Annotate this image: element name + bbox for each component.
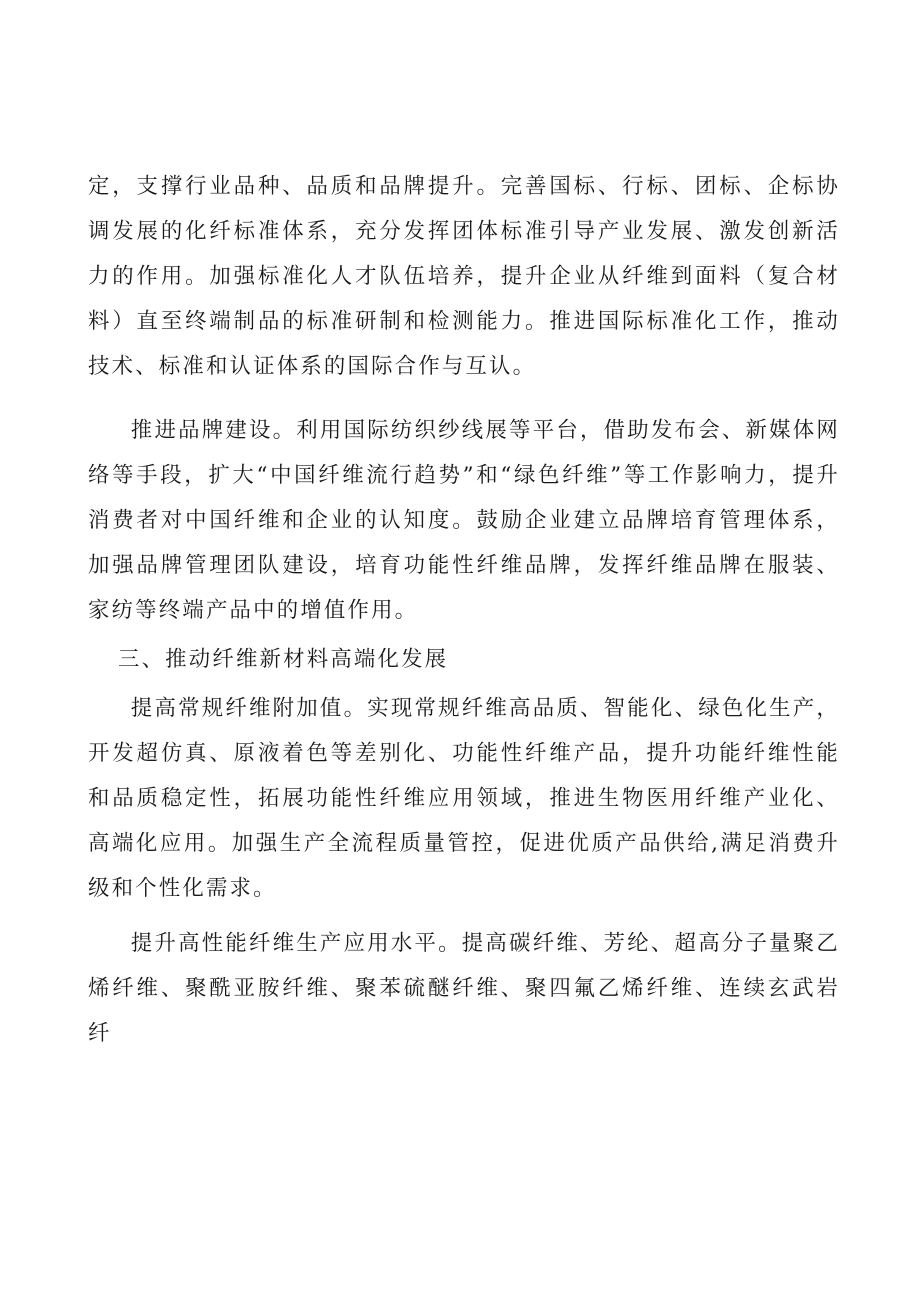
section-heading: 三、推动纤维新材料高端化发展 (118, 647, 449, 672)
paragraph-brand-building: 推进品牌建设。利用国际纺织纱线展等平台，借助发布会、新媒体网络等手段，扩大“中国纤维流行趋势”和“绿色纤维”等工作影响力，提升消费者对中国纤维和企业的认知度。鼓励企业建立品牌培育管理体系，加强品牌管理团队建设，培育功能性纤维品牌，发挥纤维品牌在服装、家纺等终端产品中的增值作用。 (88, 418, 840, 623)
paragraph-standards-continuation: 定，支撑行业品种、品质和品牌提升。完善国标、行标、团标、企标协调发展的化纤标准体系，充分发挥团体标准引导产业发展、激发创新活力的作用。加强标准化人才队伍培养，提升企业从纤维到面料（复合材料）直至终端制品的标准研制和检测能力。推进国际标准化工作，推动技术、标准和认证体系的国际合作与互认。 (88, 174, 840, 379)
paragraph-conventional-fiber: 提高常规纤维附加值。实现常规纤维高品质、智能化、绿色化生产，开发超仿真、原液着色等差别化、功能性纤维产品，提升功能纤维性能和品质稳定性，拓展功能性纤维应用领域，推进生物医用纤维产业化、高端化应用。加强生产全流程质量管控，促进优质产品供给,满足消费升级和个性化需求。 (88, 696, 840, 901)
document-body (88, 164, 840, 1056)
paragraph-high-performance-fiber: 提升高性能纤维生产应用水平。提高碳纤维、芳纶、超高分子量聚乙烯纤维、聚酰亚胺纤维、聚苯硫醚纤维、聚四氟乙烯纤维、连续玄武岩纤 (88, 931, 840, 1046)
